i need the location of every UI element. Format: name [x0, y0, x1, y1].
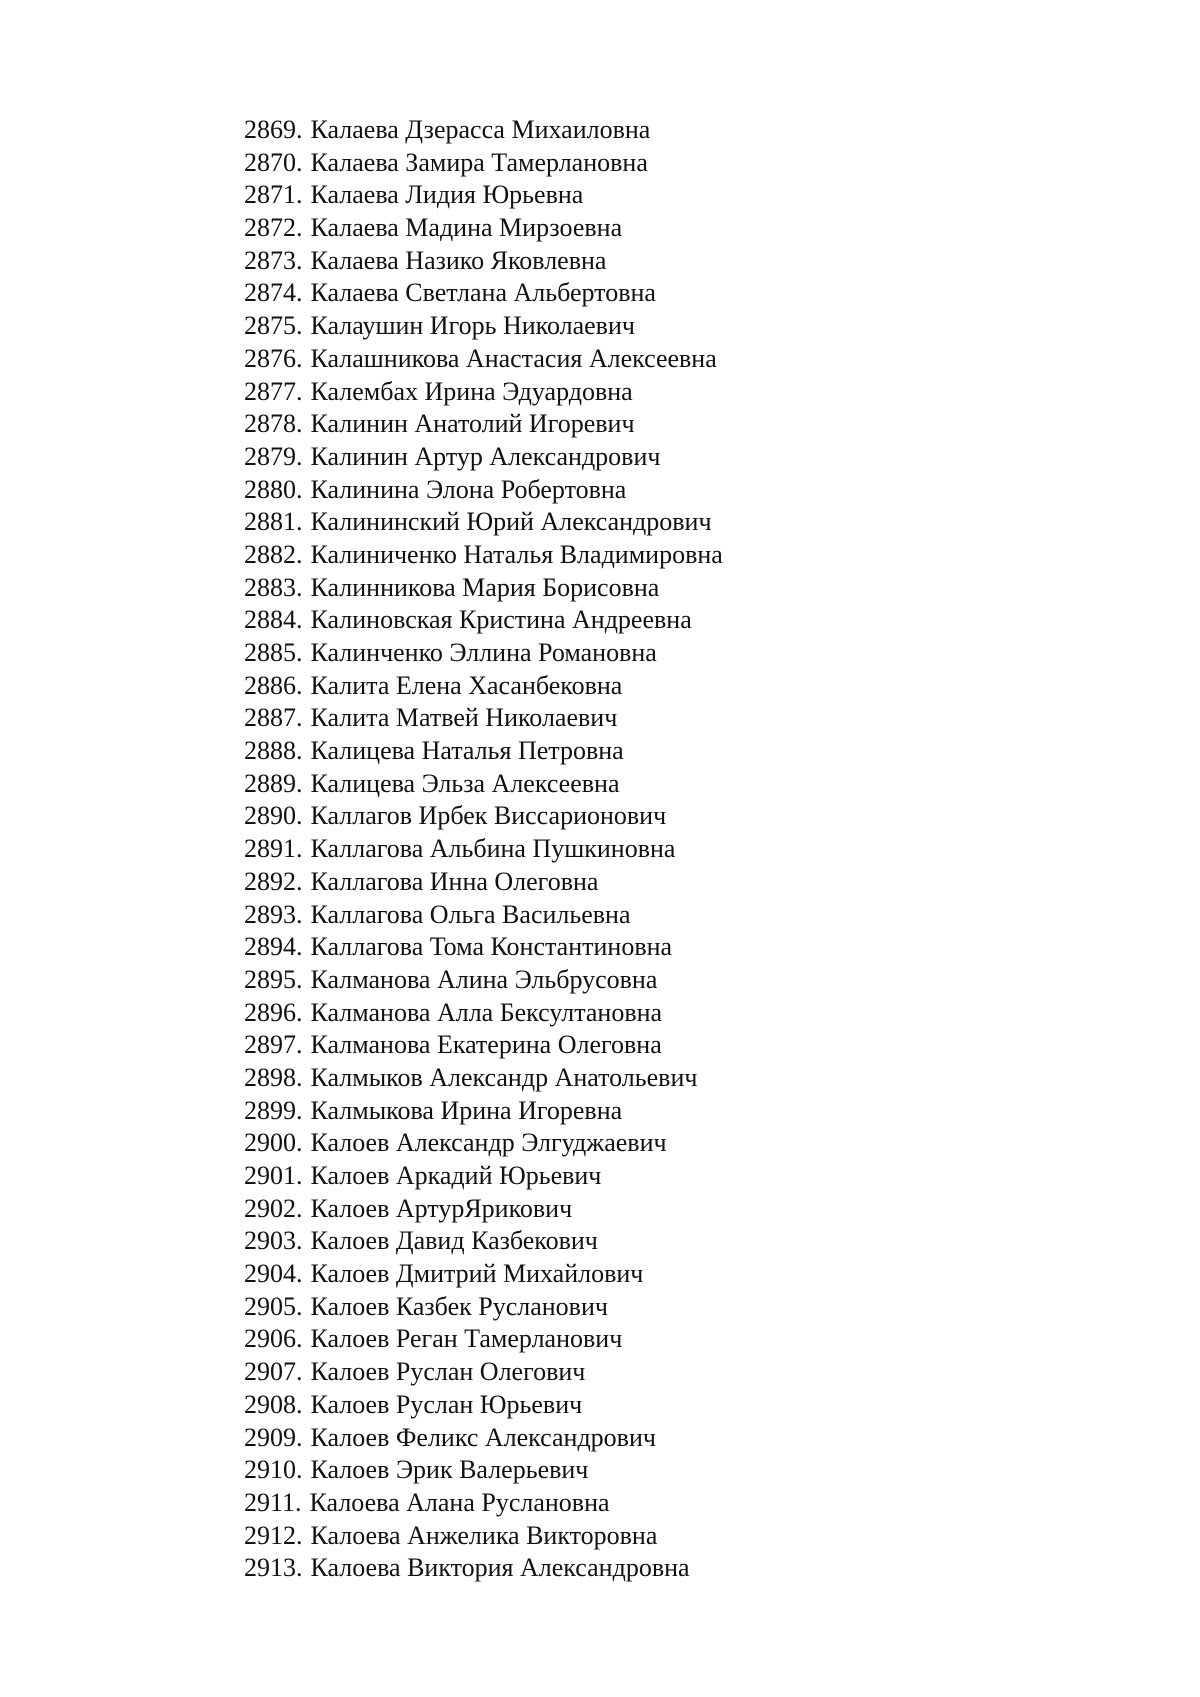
entry-number: 2876. [244, 343, 303, 373]
entry-number: 2874. [244, 278, 303, 308]
list-item [244, 833, 723, 866]
entry-number: 2872. [244, 213, 303, 243]
list-item [244, 1291, 723, 1324]
list-item [244, 572, 723, 605]
entry-name: Калоев Эрик Валерьевич [310, 1455, 589, 1485]
entry-number: 2891. [244, 834, 303, 864]
list-item [244, 277, 723, 310]
entry-number: 2882. [244, 539, 303, 569]
entry-number: 2904. [244, 1259, 303, 1289]
entry-number: 2911. [244, 1487, 302, 1517]
entry-number: 2903. [244, 1226, 303, 1256]
list-item [244, 408, 723, 441]
entry-name: Каллагова Тома Константиновна [310, 932, 673, 962]
entry-number: 2875. [244, 311, 303, 341]
list-item [244, 1552, 723, 1585]
list-item [244, 147, 723, 180]
entry-name: Калоев Дмитрий Михайлович [310, 1259, 644, 1289]
entry-number: 2898. [244, 1062, 303, 1092]
entry-number: 2905. [244, 1291, 303, 1321]
list-item [244, 670, 723, 703]
list-item [244, 931, 723, 964]
entry-number: 2900. [244, 1128, 303, 1158]
entry-name: Калита Матвей Николаевич [310, 703, 618, 733]
entry-name: Калинин Анатолий Игоревич [310, 409, 635, 439]
entry-name: Калаева Мадина Мирзоевна [310, 213, 623, 243]
entry-name: Калембах Ирина Эдуардовна [310, 376, 633, 406]
list-item [244, 1193, 723, 1226]
entry-name: Калиновская Кристина Андреевна [310, 605, 692, 635]
entry-number: 2896. [244, 997, 303, 1027]
entry-number: 2913. [244, 1553, 303, 1583]
entry-name: Калиниченко Наталья Владимировна [310, 539, 723, 569]
entry-number: 2892. [244, 866, 303, 896]
list-item [244, 735, 723, 768]
entry-name: Каллагова Ольга Васильевна [310, 899, 631, 929]
list-item [244, 1160, 723, 1193]
list-item [244, 1323, 723, 1356]
list-item [244, 768, 723, 801]
entry-number: 2871. [244, 180, 303, 210]
entry-name: Калинченко Эллина Романовна [310, 638, 657, 667]
entry-name: Калоев АртурЯрикович [310, 1193, 573, 1223]
entry-number: 2894. [244, 932, 303, 962]
name-list [244, 114, 723, 1585]
entry-number: 2870. [244, 147, 303, 177]
list-item [244, 1454, 723, 1487]
list-item [244, 1389, 723, 1422]
list-item [244, 604, 723, 637]
entry-name: Калаева Назико Яковлевна [310, 245, 607, 275]
entry-number: 2886. [244, 670, 303, 700]
entry-number: 2887. [244, 703, 303, 733]
entry-name: Каллагова Альбина Пушкиновна [310, 834, 676, 864]
entry-number: 2890. [244, 801, 303, 831]
list-item [244, 702, 723, 735]
entry-name: Калинина Элона Робертовна [310, 474, 627, 504]
entry-name: Калоев Казбек Русланович [310, 1291, 608, 1321]
entry-name: Калоев Аркадий Юрьевич [310, 1161, 602, 1190]
entry-name: Калоев Феликс Александрович [310, 1422, 656, 1452]
list-item [244, 1095, 723, 1128]
list-item [244, 245, 723, 278]
entry-number: 2893. [244, 899, 303, 929]
list-item [244, 964, 723, 997]
entry-number: 2888. [244, 736, 303, 766]
list-item [244, 899, 723, 932]
list-item [244, 441, 723, 474]
list-item [244, 1029, 723, 1062]
entry-number: 2885. [244, 638, 303, 667]
list-item [244, 212, 723, 245]
entry-number: 2897. [244, 1030, 303, 1060]
list-item [244, 1356, 723, 1389]
entry-number: 2873. [244, 245, 303, 275]
list-item [244, 179, 723, 212]
entry-name: Калманова Екатерина Олеговна [310, 1030, 662, 1060]
entry-name: Калинин Артур Александрович [310, 441, 661, 471]
entry-number: 2902. [244, 1193, 303, 1223]
entry-name: Каллагова Инна Олеговна [310, 866, 599, 896]
entry-number: 2869. [244, 115, 303, 144]
entry-number: 2881. [244, 507, 303, 537]
entry-number: 2880. [244, 474, 303, 504]
entry-number: 2877. [244, 376, 303, 406]
entry-name: Калмыкова Ирина Игоревна [310, 1095, 623, 1125]
entry-name: Калоев Давид Казбекович [310, 1226, 598, 1256]
entry-number: 2912. [244, 1520, 303, 1550]
entry-name: Калоев Руслан Олегович [310, 1357, 586, 1387]
list-item [244, 343, 723, 376]
entry-number: 2899. [244, 1095, 303, 1125]
list-item [244, 310, 723, 343]
entry-number: 2901. [244, 1161, 303, 1190]
entry-number: 2884. [244, 605, 303, 635]
entry-name: Калоева Виктория Александровна [310, 1553, 690, 1583]
list-item [244, 1487, 723, 1520]
entry-name: Калоева Алана Руслановна [309, 1487, 610, 1517]
list-item [244, 1127, 723, 1160]
entry-number: 2878. [244, 409, 303, 439]
entry-number: 2879. [244, 441, 303, 471]
list-item [244, 637, 723, 670]
list-item [244, 866, 723, 899]
entry-name: Калманова Алла Бексултановна [310, 997, 663, 1027]
entry-name: Калашникова Анастасия Алексеевна [310, 343, 717, 373]
entry-name: Калаева Лидия Юрьевна [310, 180, 584, 210]
list-item [244, 1258, 723, 1291]
entry-name: Калининский Юрий Александрович [310, 507, 712, 537]
entry-name: Калинникова Мария Борисовна [310, 572, 660, 602]
entry-name: Калоев Александр Элгуджаевич [310, 1128, 667, 1158]
entry-name: Калицева Эльза Алексеевна [310, 768, 620, 798]
entry-number: 2889. [244, 768, 303, 798]
list-item [244, 114, 723, 147]
list-item [244, 376, 723, 409]
list-item [244, 1422, 723, 1455]
entry-number: 2906. [244, 1324, 303, 1354]
entry-name: Каллагов Ирбек Виссарионович [310, 801, 667, 831]
entry-name: Калицева Наталья Петровна [310, 736, 624, 766]
list-item [244, 1520, 723, 1553]
list-item [244, 800, 723, 833]
entry-name: Калаева Дзерасса Михаиловна [310, 115, 651, 144]
entry-name: Калаушин Игорь Николаевич [310, 311, 635, 341]
list-item [244, 1225, 723, 1258]
entry-name: Калоев Руслан Юрьевич [310, 1389, 583, 1419]
entry-number: 2895. [244, 964, 303, 994]
list-item [244, 474, 723, 507]
entry-name: Калаева Светлана Альбертовна [310, 278, 656, 308]
entry-name: Калита Елена Хасанбековна [310, 670, 623, 700]
entry-name: Калоева Анжелика Викторовна [310, 1520, 658, 1550]
entry-name: Калоев Реган Тамерланович [310, 1324, 623, 1354]
list-item [244, 506, 723, 539]
list-item [244, 1062, 723, 1095]
entry-number: 2909. [244, 1422, 303, 1452]
entry-name: Калмыков Александр Анатольевич [310, 1062, 698, 1092]
list-item [244, 539, 723, 572]
entry-number: 2907. [244, 1357, 303, 1387]
list-item [244, 997, 723, 1030]
entry-number: 2910. [244, 1455, 303, 1485]
entry-name: Калманова Алина Эльбрусовна [310, 964, 658, 994]
entry-name: Калаева Замира Тамерлановна [310, 147, 648, 177]
entry-number: 2883. [244, 572, 303, 602]
entry-number: 2908. [244, 1389, 303, 1419]
